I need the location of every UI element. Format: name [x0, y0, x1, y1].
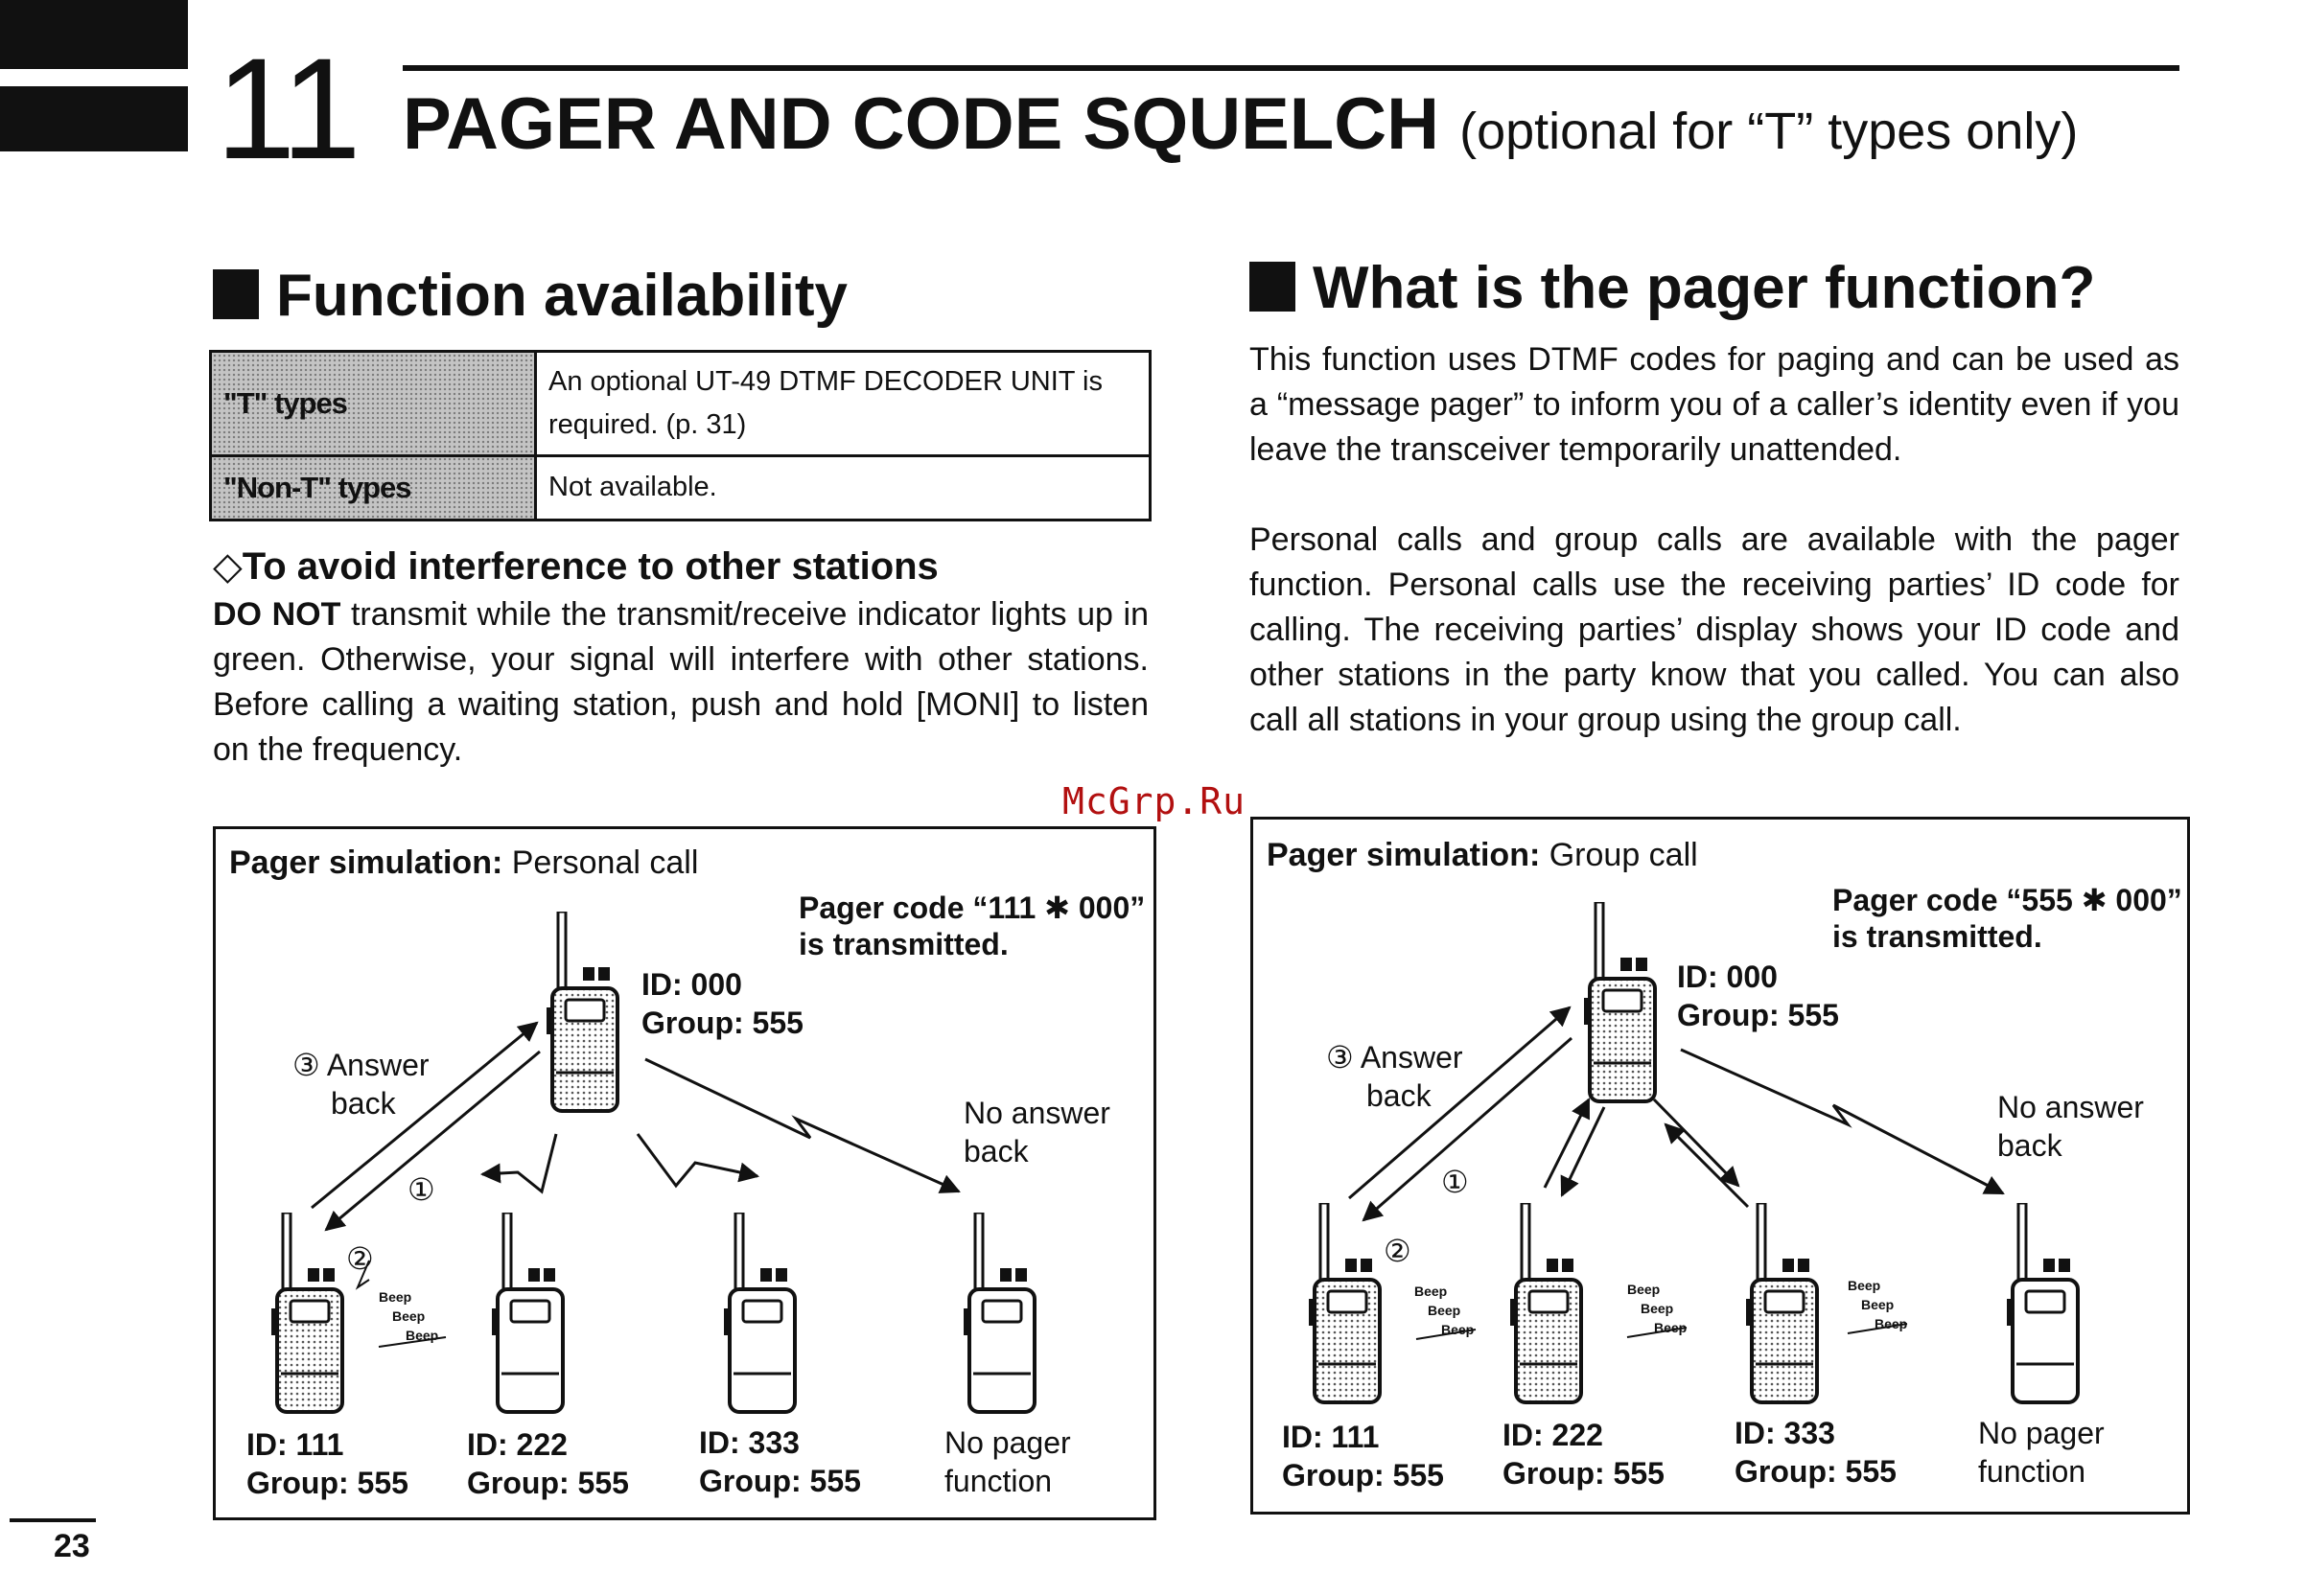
table-row	[211, 352, 1151, 456]
group-call-title	[1267, 837, 1698, 874]
interference-lead: DO NOT	[213, 596, 341, 633]
personal-code-line1: Pager code “111 ✱ 000”	[799, 891, 1146, 925]
group-station-1-id: ID: 111	[1282, 1420, 1380, 1454]
signal-zigzag-222	[482, 1134, 556, 1191]
personal-answer-line1: ③ Answer	[292, 1048, 430, 1082]
group-answer-line2: back	[1366, 1078, 1432, 1113]
personal-beep-3: Beep	[406, 1328, 439, 1343]
station-nopager-radio-icon	[2007, 1203, 2078, 1402]
group-caller-group: Group: 555	[1677, 998, 1839, 1032]
chapter-title-text: PAGER AND CODE SQUELCH	[403, 83, 1439, 165]
chapter-rule	[403, 65, 2179, 71]
group-noanswer-line1: No answer	[1997, 1090, 2144, 1124]
personal-caller-id: ID: 000	[641, 967, 742, 1002]
group-station-3-group: Group: 555	[1735, 1454, 1897, 1489]
personal-station-1-id: ID: 111	[246, 1427, 344, 1462]
group-beep-333-3: Beep	[1875, 1316, 1908, 1331]
group-station-2-group: Group: 555	[1502, 1456, 1665, 1491]
availability-label-t: "T" types	[211, 352, 536, 456]
watermark: McGrp.Ru	[1062, 780, 1246, 822]
group-station-4-line2: function	[1978, 1454, 2086, 1489]
availability-heading	[213, 263, 848, 329]
call-arrow-333	[1654, 1099, 1738, 1186]
square-bullet-icon	[1249, 262, 1295, 312]
chapter-subtitle: (optional for “T” types only)	[1459, 103, 2079, 160]
square-bullet-icon	[213, 269, 259, 319]
signal-zigzag-nopager	[645, 1059, 959, 1191]
call-arrow-222	[1562, 1107, 1604, 1195]
station-222-radio-icon	[1510, 1203, 1581, 1402]
pager-paragraph-2: Personal calls and group calls are available with the pager function. Personal calls use the receiving parties’ ID code for calling. The receiving parties’ display shows your ID code and other stations in the party know that you called. You can also call all stations in your group using the group call.	[1249, 521, 2179, 738]
availability-text-non-t: Not available.	[536, 455, 1151, 520]
personal-beep-1: Beep	[379, 1289, 412, 1305]
availability-table	[209, 350, 1152, 521]
personal-station-2-id: ID: 222	[467, 1427, 568, 1462]
table-row	[211, 455, 1151, 520]
personal-station-4-line2: function	[944, 1464, 1053, 1498]
group-caller-id: ID: 000	[1677, 960, 1778, 994]
page-number: 23	[54, 1528, 90, 1564]
station-222-radio-icon	[492, 1213, 563, 1412]
group-station-3-id: ID: 333	[1735, 1416, 1835, 1450]
personal-step-2: ②	[346, 1241, 374, 1276]
group-call-diagram	[1253, 820, 2187, 1512]
group-beep-222-3: Beep	[1654, 1320, 1688, 1335]
caller-radio-icon	[547, 912, 617, 1111]
group-noanswer-line2: back	[1997, 1128, 2062, 1163]
caller-radio-icon	[1584, 902, 1655, 1101]
station-nopager-radio-icon	[964, 1213, 1035, 1412]
pager-paragraph-1: This function uses DTMF codes for paging and can be used as a “message pager” to inform you of a caller’s identity even if you leave the transceiver temporarily unattended.	[1249, 341, 2179, 468]
pager-heading-text: What is the pager function?	[1313, 255, 2096, 321]
group-answer-line1: ③ Answer	[1326, 1040, 1463, 1075]
availability-heading-text: Function availability	[276, 263, 848, 329]
personal-noanswer-line1: No answer	[964, 1096, 1110, 1130]
station-333-radio-icon	[724, 1213, 795, 1412]
answer-arrow-333	[1665, 1124, 1748, 1207]
personal-code-line2: is transmitted.	[799, 927, 1009, 961]
pager-heading	[1249, 255, 2096, 321]
group-call-title-rest: Group call	[1540, 837, 1698, 873]
personal-call-panel	[213, 826, 1156, 1520]
group-station-2-id: ID: 222	[1502, 1418, 1603, 1452]
personal-station-1-group: Group: 555	[246, 1466, 408, 1500]
page-number-rule	[10, 1518, 96, 1522]
group-code-line2: is transmitted.	[1832, 919, 2042, 954]
signal-zigzag-333	[638, 1134, 757, 1186]
chapter-number: 11	[216, 28, 358, 189]
group-call-panel	[1250, 817, 2190, 1515]
station-333-radio-icon	[1746, 1203, 1817, 1402]
interference-paragraph	[213, 592, 1149, 773]
station-111-radio-icon	[271, 1213, 342, 1412]
group-beep-222-1: Beep	[1627, 1282, 1661, 1297]
signal-zigzag-nopager	[1681, 1050, 2003, 1193]
group-call-title-bold: Pager simulation:	[1267, 837, 1541, 873]
answer-arrow-222	[1545, 1099, 1589, 1188]
group-beep-111-3: Beep	[1441, 1322, 1475, 1337]
station-111-radio-icon	[1309, 1203, 1380, 1402]
chapter-title	[403, 83, 2079, 165]
group-beep-111-1: Beep	[1414, 1284, 1448, 1299]
group-step-1: ①	[1441, 1165, 1469, 1199]
personal-station-3-group: Group: 555	[699, 1464, 861, 1498]
group-beep-222-2: Beep	[1641, 1301, 1674, 1316]
personal-caller-group: Group: 555	[641, 1006, 804, 1040]
personal-call-title	[229, 844, 698, 882]
group-beep-333-1: Beep	[1848, 1278, 1881, 1293]
personal-call-title-bold: Pager simulation:	[229, 844, 503, 881]
personal-step-1: ①	[408, 1172, 435, 1207]
interference-heading	[213, 544, 939, 589]
group-code-line1: Pager code “555 ✱ 000”	[1832, 883, 2182, 917]
group-beep-333-2: Beep	[1861, 1297, 1895, 1312]
group-beep-111-2: Beep	[1428, 1303, 1461, 1318]
group-step-2: ②	[1384, 1234, 1411, 1268]
personal-beep-2: Beep	[392, 1308, 426, 1324]
interference-heading-text: To avoid interference to other stations	[242, 545, 939, 588]
interference-body: transmit while the transmit/receive indicator lights up in green. Otherwise, your signal will interfere with other stations. Before calling a waiting station, push and hold [MONI] to listen on the frequency.	[213, 596, 1149, 768]
group-station-1-group: Group: 555	[1282, 1458, 1444, 1492]
personal-station-2-group: Group: 555	[467, 1466, 629, 1500]
personal-answer-line2: back	[331, 1086, 396, 1121]
diamond-icon: ◇	[213, 545, 243, 588]
availability-label-non-t: "Non-T" types	[211, 455, 536, 520]
chapter-tab-notch	[0, 69, 188, 86]
personal-noanswer-line2: back	[964, 1134, 1029, 1168]
personal-station-3-id: ID: 333	[699, 1425, 800, 1460]
personal-call-diagram	[216, 829, 1153, 1517]
personal-call-title-rest: Personal call	[502, 844, 699, 881]
personal-station-4-line1: No pager	[944, 1425, 1071, 1460]
group-station-4-line1: No pager	[1978, 1416, 2105, 1450]
availability-text-t: An optional UT-49 DTMF DECODER UNIT is required. (p. 31)	[536, 352, 1151, 456]
